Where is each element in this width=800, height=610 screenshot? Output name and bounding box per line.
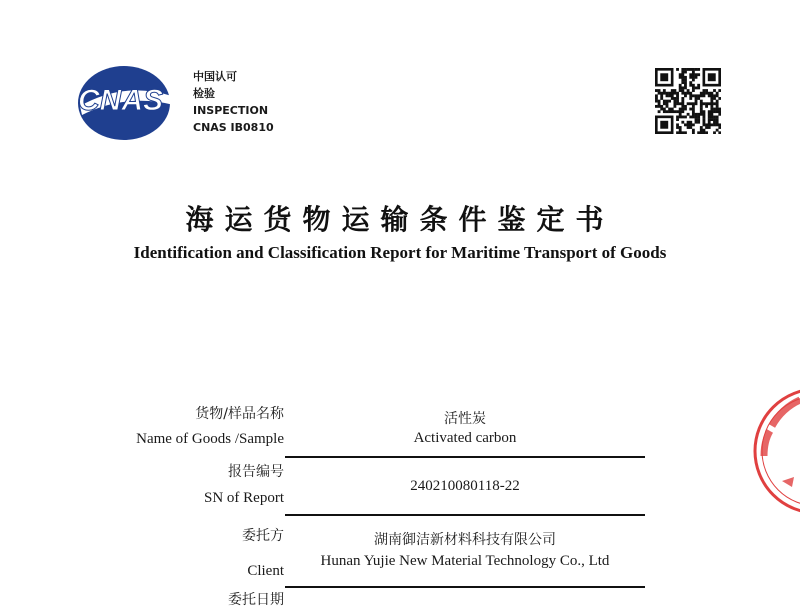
cert-line: 检验 — [193, 87, 215, 100]
cnas-certification-text — [193, 68, 274, 136]
logo-wordmark: CNAS — [78, 84, 164, 117]
cert-line: INSPECTION — [193, 104, 269, 117]
cert-line: 中国认可 — [193, 70, 237, 83]
commission-date-label-cn: 委托日期 — [228, 592, 284, 608]
client-value-en: Hunan Yujie New Material Technology Co., Ltd — [320, 553, 610, 569]
goods-name-label-cn: 货物/样品名称 — [195, 406, 284, 422]
client-label-cn: 委托方 — [242, 528, 284, 544]
goods-name-label-en: Name of Goods /Sample — [136, 431, 284, 447]
field-divider — [285, 456, 645, 458]
cnas-logo — [76, 63, 188, 143]
red-seal-stamp — [752, 386, 800, 516]
report-sn-label-cn: 报告编号 — [228, 464, 284, 480]
field-divider — [285, 586, 645, 588]
goods-name-value-en: Activated carbon — [413, 430, 517, 446]
client-value-cn: 湖南御洁新材料科技有限公司 — [374, 532, 556, 548]
cert-line: CNAS IB0810 — [193, 121, 274, 134]
report-sn-value: 240210080118-22 — [410, 478, 520, 494]
client-label-en: Client — [247, 563, 284, 579]
qr-code-icon — [655, 68, 721, 134]
report-sn-label-en: SN of Report — [204, 490, 284, 506]
report-title-en: Identification and Classification Report for Maritime Transport of Goods — [133, 243, 667, 262]
report-title-cn: 海运货物运输条件鉴定书 — [185, 203, 615, 236]
field-divider — [285, 514, 645, 516]
goods-name-value-cn: 活性炭 — [444, 411, 486, 427]
